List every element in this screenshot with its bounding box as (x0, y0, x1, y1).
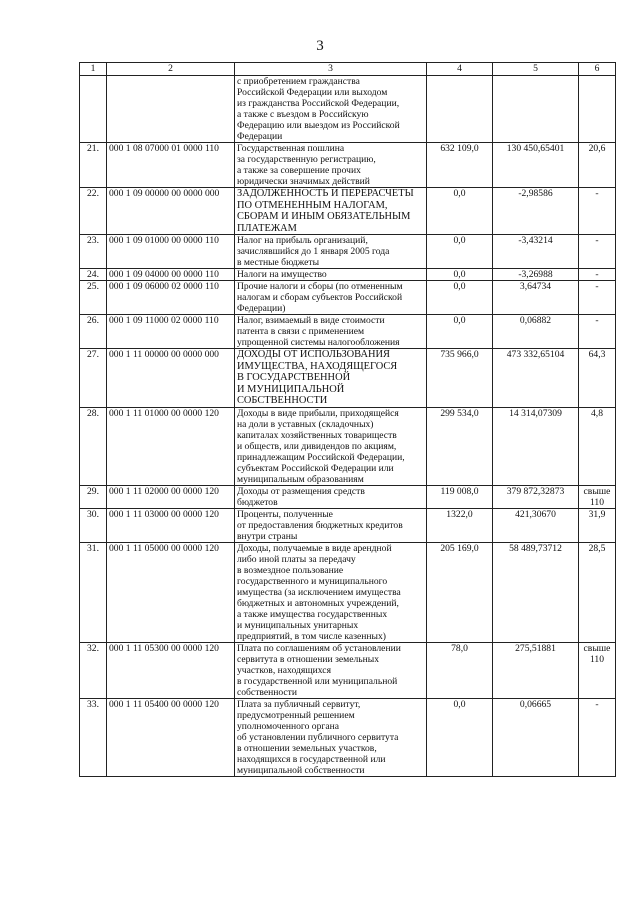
table-row (80, 698, 616, 776)
budget-code: 000 1 11 05300 00 0000 120 (107, 642, 235, 698)
plan-amount: 0,0 (427, 269, 493, 281)
execution-percent: - (579, 269, 616, 281)
plan-amount: 0,0 (427, 235, 493, 269)
row-number: 32. (80, 642, 107, 698)
plan-amount: 632 109,0 (427, 143, 493, 188)
plan-amount: 1322,0 (427, 508, 493, 542)
revenue-name: Налоги на имущество (235, 269, 427, 281)
revenue-name: Государственная пошлина за государственную регистрацию, а также за совершение прочих юридически значимых действий (235, 143, 427, 188)
row-number: 27. (80, 349, 107, 408)
execution-percent: свыше 110 (579, 642, 616, 698)
budget-code: 000 1 11 03000 00 0000 120 (107, 508, 235, 542)
revenue-name: Прочие налоги и сборы (по отмененным налогам и сборам субъектов Российской Федерации) (235, 281, 427, 315)
actual-amount: 473 332,65104 (493, 349, 579, 408)
actual-amount: 0,06882 (493, 315, 579, 349)
budget-code: 000 1 11 01000 00 0000 120 (107, 407, 235, 485)
budget-code: 000 1 11 00000 00 0000 000 (107, 349, 235, 408)
header-row (80, 63, 616, 76)
execution-percent: 31,9 (579, 508, 616, 542)
row-number: 21. (80, 143, 107, 188)
header-cell-2: 2 (107, 63, 235, 76)
plan-amount: 0,0 (427, 281, 493, 315)
budget-code: 000 1 09 01000 00 0000 110 (107, 235, 235, 269)
budget-code: 000 1 09 04000 00 0000 110 (107, 269, 235, 281)
table-row (80, 349, 616, 408)
revenue-name: с приобретением гражданства Российской Федерации или выходом из гражданства Российской Федерации, а также с въездом в Российскую Федерацию или выездом из Российской Федерации (235, 76, 427, 143)
revenue-name: Доходы, получаемые в виде арендной либо иной платы за передачу в возмездное пользование государственного и муниципального имущества (за исключением имущества бюджетных и автономных учреждений, а также имущества государственных и муниципальных унитарных предприятий, в том числе казенных) (235, 542, 427, 642)
plan-amount: 0,0 (427, 188, 493, 235)
execution-percent: - (579, 188, 616, 235)
plan-amount: 735 966,0 (427, 349, 493, 408)
header-cell-6: 6 (579, 63, 616, 76)
budget-code: 000 1 08 07000 01 0000 110 (107, 143, 235, 188)
actual-amount: 130 450,65401 (493, 143, 579, 188)
table-row (80, 485, 616, 508)
actual-amount: 275,51881 (493, 642, 579, 698)
plan-amount: 78,0 (427, 642, 493, 698)
table-row (80, 76, 616, 143)
header-cell-4: 4 (427, 63, 493, 76)
actual-amount: 58 489,73712 (493, 542, 579, 642)
table-row (80, 235, 616, 269)
plan-amount: 0,0 (427, 698, 493, 776)
table-row (80, 542, 616, 642)
revenue-name: Плата по соглашениям об установлении сервитута в отношении земельных участков, находящихся в государственной или муниципальной собственности (235, 642, 427, 698)
table-row (80, 508, 616, 542)
execution-percent: 4,8 (579, 407, 616, 485)
table-row (80, 642, 616, 698)
table-row (80, 269, 616, 281)
page-number: 3 (316, 38, 324, 54)
table-row (80, 315, 616, 349)
row-number: 28. (80, 407, 107, 485)
execution-percent (579, 76, 616, 143)
revenue-name: Доходы от размещения средств бюджетов (235, 485, 427, 508)
row-number: 25. (80, 281, 107, 315)
row-number: 33. (80, 698, 107, 776)
execution-percent: - (579, 698, 616, 776)
budget-code: 000 1 09 06000 02 0000 110 (107, 281, 235, 315)
budget-code: 000 1 11 05000 00 0000 120 (107, 542, 235, 642)
row-number (80, 76, 107, 143)
actual-amount: -3,43214 (493, 235, 579, 269)
budget-code: 000 1 09 11000 02 0000 110 (107, 315, 235, 349)
table-row (80, 143, 616, 188)
row-number: 22. (80, 188, 107, 235)
revenue-name: Налог, взимаемый в виде стоимости патента в связи с применением упрощенной системы налогообложения (235, 315, 427, 349)
execution-percent: 64,3 (579, 349, 616, 408)
revenue-table (79, 62, 616, 777)
header-cell-3: 3 (235, 63, 427, 76)
actual-amount: -2,98586 (493, 188, 579, 235)
actual-amount: 379 872,32873 (493, 485, 579, 508)
execution-percent: 20,6 (579, 143, 616, 188)
execution-percent: свыше 110 (579, 485, 616, 508)
row-number: 31. (80, 542, 107, 642)
execution-percent: - (579, 281, 616, 315)
plan-amount: 119 008,0 (427, 485, 493, 508)
row-number: 29. (80, 485, 107, 508)
execution-percent: 28,5 (579, 542, 616, 642)
row-number: 24. (80, 269, 107, 281)
row-number: 26. (80, 315, 107, 349)
budget-code: 000 1 11 02000 00 0000 120 (107, 485, 235, 508)
row-number: 23. (80, 235, 107, 269)
plan-amount: 299 534,0 (427, 407, 493, 485)
table-row (80, 281, 616, 315)
budget-code (107, 76, 235, 143)
row-number: 30. (80, 508, 107, 542)
plan-amount (427, 76, 493, 143)
actual-amount: 421,30670 (493, 508, 579, 542)
table-row (80, 407, 616, 485)
budget-code: 000 1 11 05400 00 0000 120 (107, 698, 235, 776)
execution-percent: - (579, 315, 616, 349)
execution-percent: - (579, 235, 616, 269)
actual-amount: -3,26988 (493, 269, 579, 281)
actual-amount: 14 314,07309 (493, 407, 579, 485)
actual-amount (493, 76, 579, 143)
revenue-name: ДОХОДЫ ОТ ИСПОЛЬЗОВАНИЯ ИМУЩЕСТВА, НАХОДЯЩЕГОСЯ В ГОСУДАРСТВЕННОЙ И МУНИЦИПАЛЬНОЙ СОБСТВЕННОСТИ (235, 349, 427, 408)
actual-amount: 3,64734 (493, 281, 579, 315)
revenue-name: ЗАДОЛЖЕННОСТЬ И ПЕРЕРАСЧЕТЫ ПО ОТМЕНЕННЫМ НАЛОГАМ, СБОРАМ И ИНЫМ ОБЯЗАТЕЛЬНЫМ ПЛАТЕЖАМ (235, 188, 427, 235)
header-cell-5: 5 (493, 63, 579, 76)
plan-amount: 0,0 (427, 315, 493, 349)
header-cell-1: 1 (80, 63, 107, 76)
budget-code: 000 1 09 00000 00 0000 000 (107, 188, 235, 235)
plan-amount: 205 169,0 (427, 542, 493, 642)
table-row (80, 188, 616, 235)
revenue-name: Налог на прибыль организаций, зачислявшийся до 1 января 2005 года в местные бюджеты (235, 235, 427, 269)
revenue-name: Доходы в виде прибыли, приходящейся на доли в уставных (складочных) капиталах хозяйственных товариществ и обществ, или дивидендов по акциям, принадлежащим Российской Федерации, субъектам Российской Федерации или муниципальным образованиям (235, 407, 427, 485)
actual-amount: 0,06665 (493, 698, 579, 776)
revenue-name: Проценты, полученные от предоставления бюджетных кредитов внутри страны (235, 508, 427, 542)
revenue-name: Плата за публичный сервитут, предусмотренный решением уполномоченного органа об установлении публичного сервитута в отношении земельных участков, находящихся в государственной или муниципальной собственности (235, 698, 427, 776)
